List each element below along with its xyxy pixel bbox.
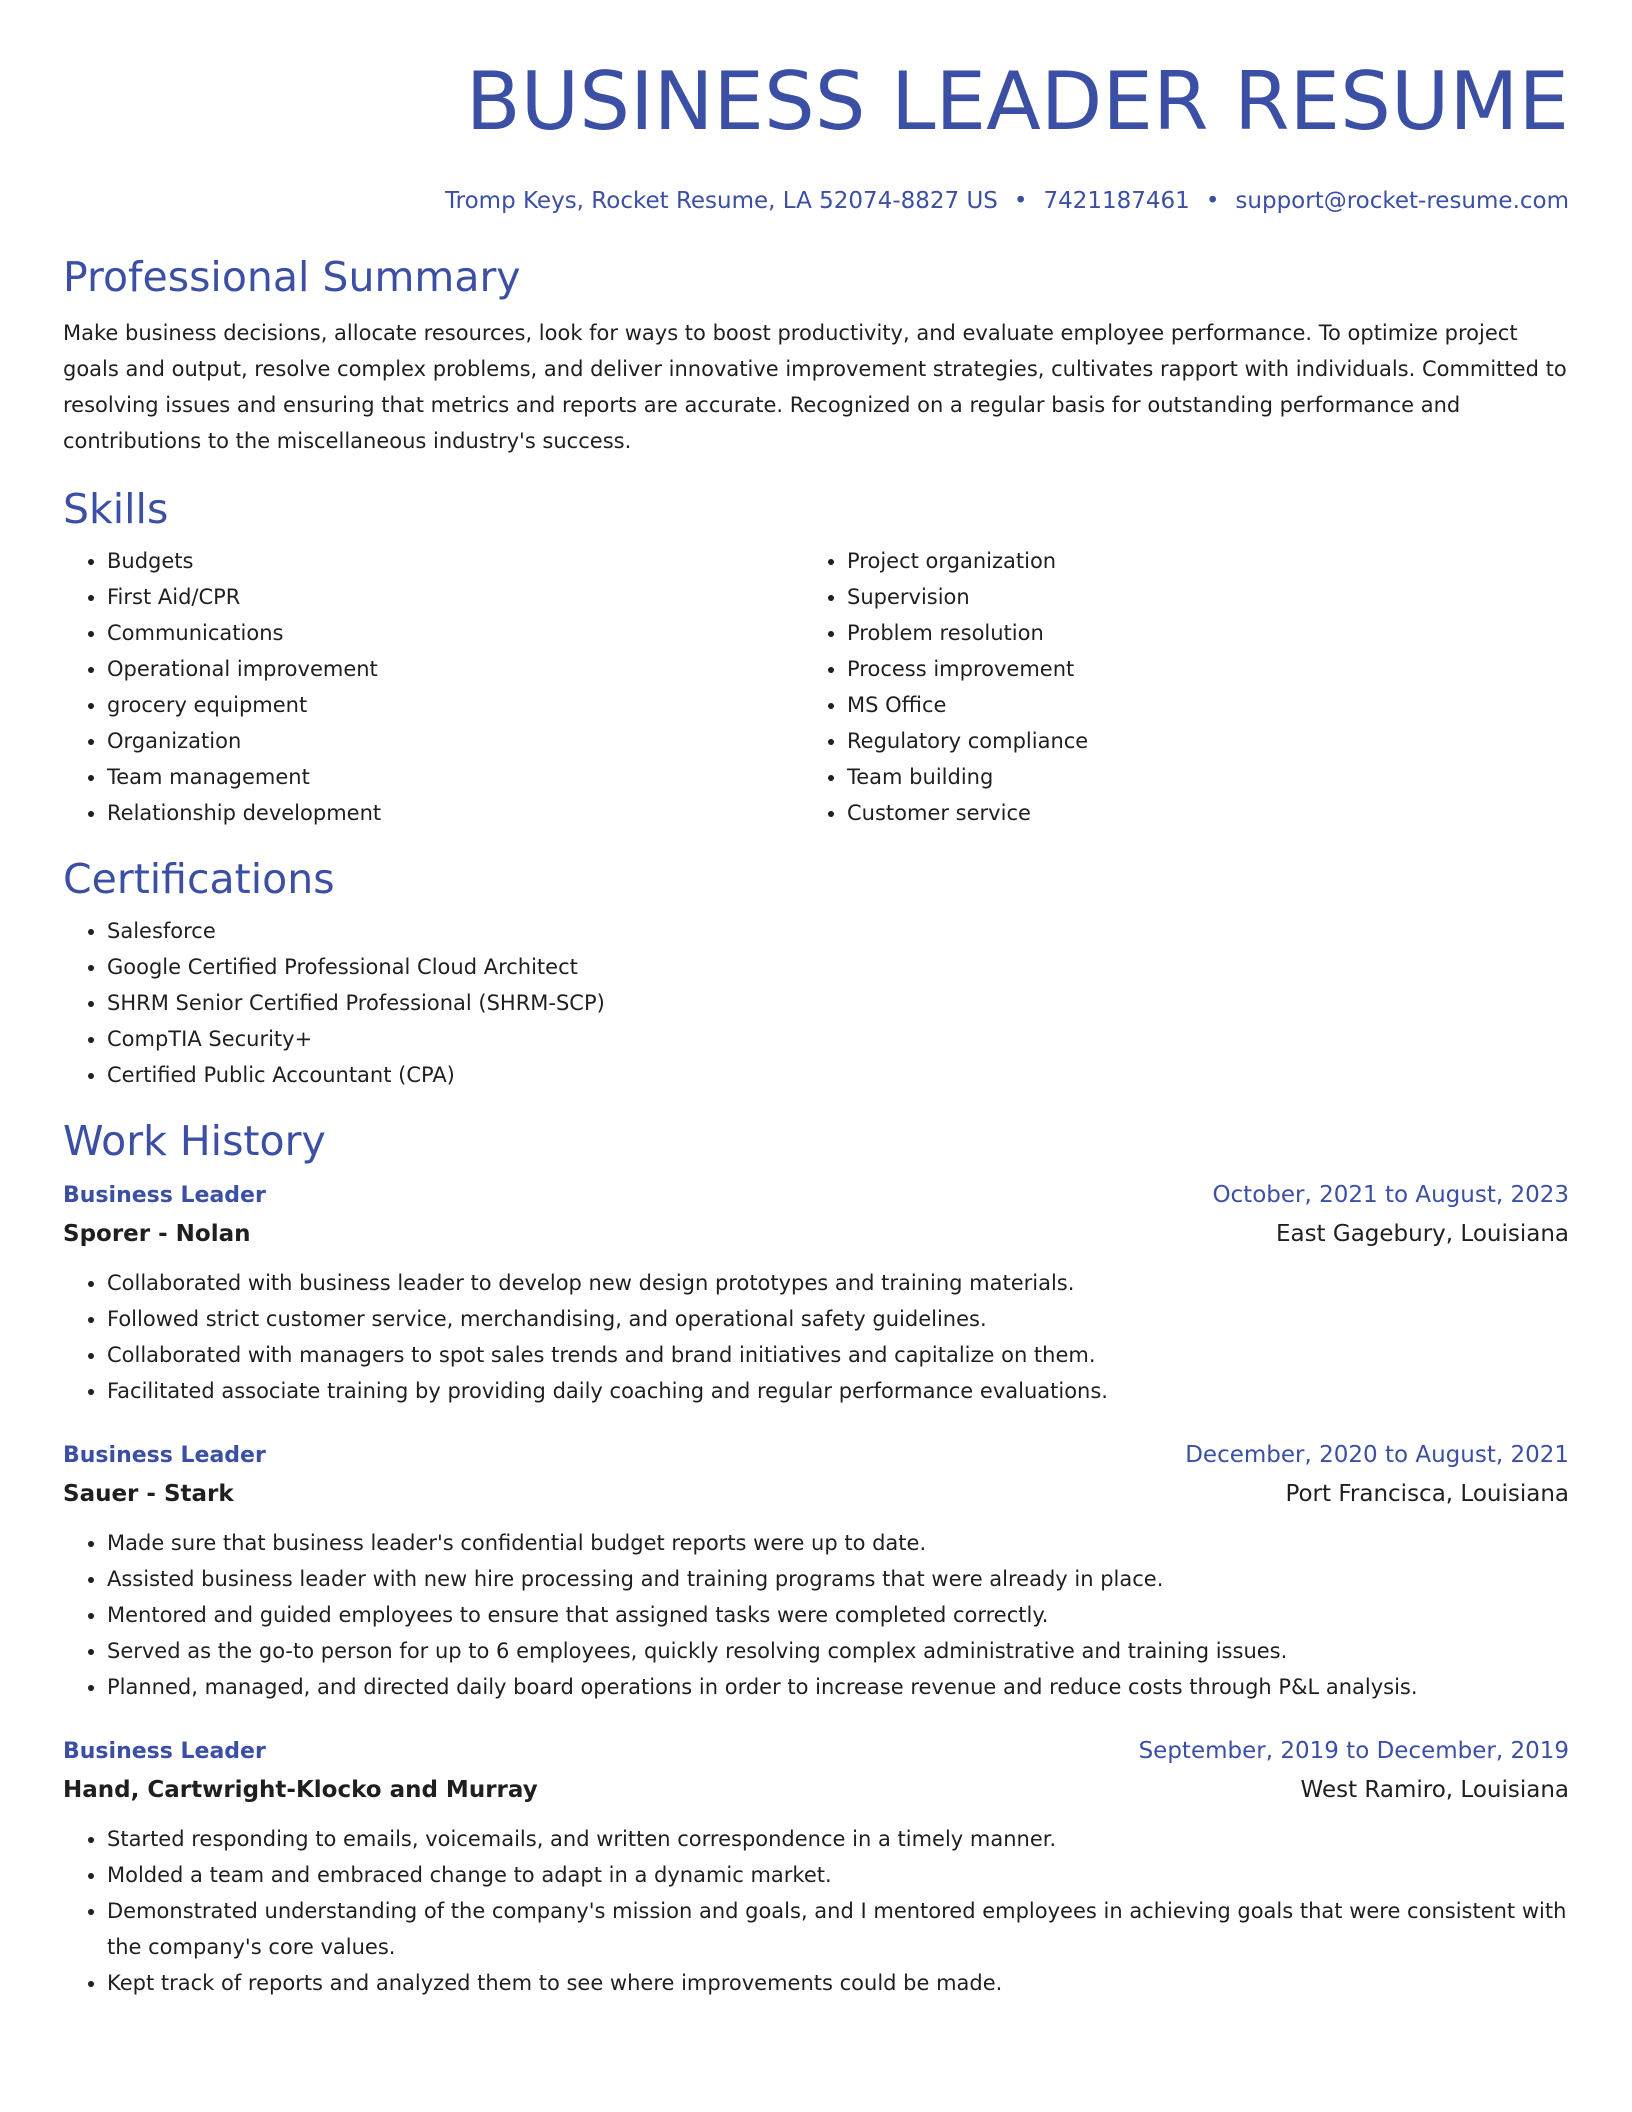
job-dates: September, 2019 to December, 2019 bbox=[1138, 1738, 1569, 1764]
certification-item: • Google Certified Professional Cloud Architect bbox=[107, 949, 1569, 985]
job-company: Sporer - Nolan bbox=[63, 1221, 251, 1247]
skill-item: • Team management bbox=[107, 759, 803, 795]
contact-phone: 7421187461 bbox=[1043, 188, 1190, 214]
skill-item: • First Aid/CPR bbox=[107, 579, 803, 615]
skills-columns bbox=[63, 543, 1569, 831]
job-bullet: • Assisted business leader with new hire processing and training programs that were already in place. bbox=[107, 1561, 1569, 1597]
summary-text: Make business decisions, allocate resources, look for ways to boost productivity, and evaluate employee performance. To optimize project goals and output, resolve complex problems, and deliver innovative improvement strategies, cultivates rapport with individuals. Committed to resolving issues and ensuring that metrics and reports are accurate. Recognized on a regular basis for outstanding performance and contributions to the miscellaneous industry's success. bbox=[63, 321, 1567, 453]
resume-title: BUSINESS LEADER RESUME bbox=[465, 55, 1569, 148]
job-bullet: • Collaborated with business leader to develop new design prototypes and training materials. bbox=[107, 1265, 1569, 1301]
skill-item: • Supervision bbox=[847, 579, 1543, 615]
job-bullet: • Mentored and guided employees to ensure that assigned tasks were completed correctly. bbox=[107, 1597, 1569, 1633]
certification-item: • Certified Public Accountant (CPA) bbox=[107, 1057, 1569, 1093]
skill-item: • Customer service bbox=[847, 795, 1543, 831]
job-bullet: • Planned, managed, and directed daily board operations in order to increase revenue and reduce costs through P&L analysis. bbox=[107, 1669, 1569, 1705]
job-bullet: • Kept track of reports and analyzed them to see where improvements could be made. bbox=[107, 1965, 1569, 2001]
skills-heading: Skills bbox=[63, 485, 169, 533]
skill-item: • Communications bbox=[107, 615, 803, 651]
contact-address: Tromp Keys, Rocket Resume, LA 52074-8827 US bbox=[444, 188, 998, 214]
certification-item: • SHRM Senior Certified Professional (SHRM-SCP) bbox=[107, 985, 1569, 1021]
job-location: East Gagebury, Louisiana bbox=[1275, 1221, 1569, 1247]
certifications-list bbox=[63, 913, 1569, 1093]
job-company: Hand, Cartwright-Klocko and Murray bbox=[63, 1777, 538, 1803]
skills-column-right bbox=[803, 543, 1543, 831]
skill-item: • Operational improvement bbox=[107, 651, 803, 687]
skill-item: • Budgets bbox=[107, 543, 803, 579]
job-bullet: • Demonstrated understanding of the company's mission and goals, and I mentored employees in achieving goals that were consistent with the company's core values. bbox=[107, 1893, 1569, 1965]
skills-column-left bbox=[63, 543, 803, 831]
skill-item: • Relationship development bbox=[107, 795, 803, 831]
certification-item: • Salesforce bbox=[107, 913, 1569, 949]
job-bullet: • Served as the go-to person for up to 6 employees, quickly resolving complex administrative and training issues. bbox=[107, 1633, 1569, 1669]
job-bullet: • Collaborated with managers to spot sales trends and brand initiatives and capitalize on them. bbox=[107, 1337, 1569, 1373]
certifications-section bbox=[63, 853, 1569, 1093]
job-location: Port Francisca, Louisiana bbox=[1285, 1481, 1569, 1507]
contact-separator: • bbox=[1205, 188, 1220, 214]
job-bullet: • Facilitated associate training by providing daily coaching and regular performance evaluations. bbox=[107, 1373, 1569, 1409]
skill-item: • grocery equipment bbox=[107, 687, 803, 723]
job-bullet: • Molded a team and embraced change to adapt in a dynamic market. bbox=[107, 1857, 1569, 1893]
job-dates: October, 2021 to August, 2023 bbox=[1212, 1182, 1569, 1208]
job-bullet: • Made sure that business leader's confidential budget reports were up to date. bbox=[107, 1525, 1569, 1561]
summary-heading: Professional Summary bbox=[63, 253, 521, 301]
skill-item: • Project organization bbox=[847, 543, 1543, 579]
certification-item: • CompTIA Security+ bbox=[107, 1021, 1569, 1057]
summary-section bbox=[63, 251, 1569, 459]
skill-item: • Organization bbox=[107, 723, 803, 759]
contact-separator: • bbox=[1013, 188, 1028, 214]
contact-email[interactable]: support@rocket-resume.com bbox=[1235, 188, 1569, 214]
skill-item: • Team building bbox=[847, 759, 1543, 795]
work-history-section bbox=[63, 1115, 1569, 2001]
job-location: West Ramiro, Louisiana bbox=[1300, 1777, 1569, 1803]
job-entry bbox=[63, 1733, 1569, 2001]
job-company: Sauer - Stark bbox=[63, 1481, 234, 1507]
skill-item: • MS Office bbox=[847, 687, 1543, 723]
contact-line bbox=[63, 185, 1569, 217]
job-dates: December, 2020 to August, 2021 bbox=[1185, 1442, 1569, 1468]
job-bullet: • Followed strict customer service, merchandising, and operational safety guidelines. bbox=[107, 1301, 1569, 1337]
work-history-heading: Work History bbox=[63, 1117, 326, 1165]
job-title: Business Leader bbox=[63, 1183, 266, 1208]
certifications-heading: Certifications bbox=[63, 855, 335, 903]
job-title: Business Leader bbox=[63, 1443, 266, 1468]
job-bullet: • Started responding to emails, voicemails, and written correspondence in a timely manner. bbox=[107, 1821, 1569, 1857]
job-title: Business Leader bbox=[63, 1739, 266, 1764]
job-entry bbox=[63, 1437, 1569, 1705]
skill-item: • Regulatory compliance bbox=[847, 723, 1543, 759]
job-entry bbox=[63, 1177, 1569, 1409]
skills-section bbox=[63, 483, 1569, 831]
skill-item: • Problem resolution bbox=[847, 615, 1543, 651]
skill-item: • Process improvement bbox=[847, 651, 1543, 687]
